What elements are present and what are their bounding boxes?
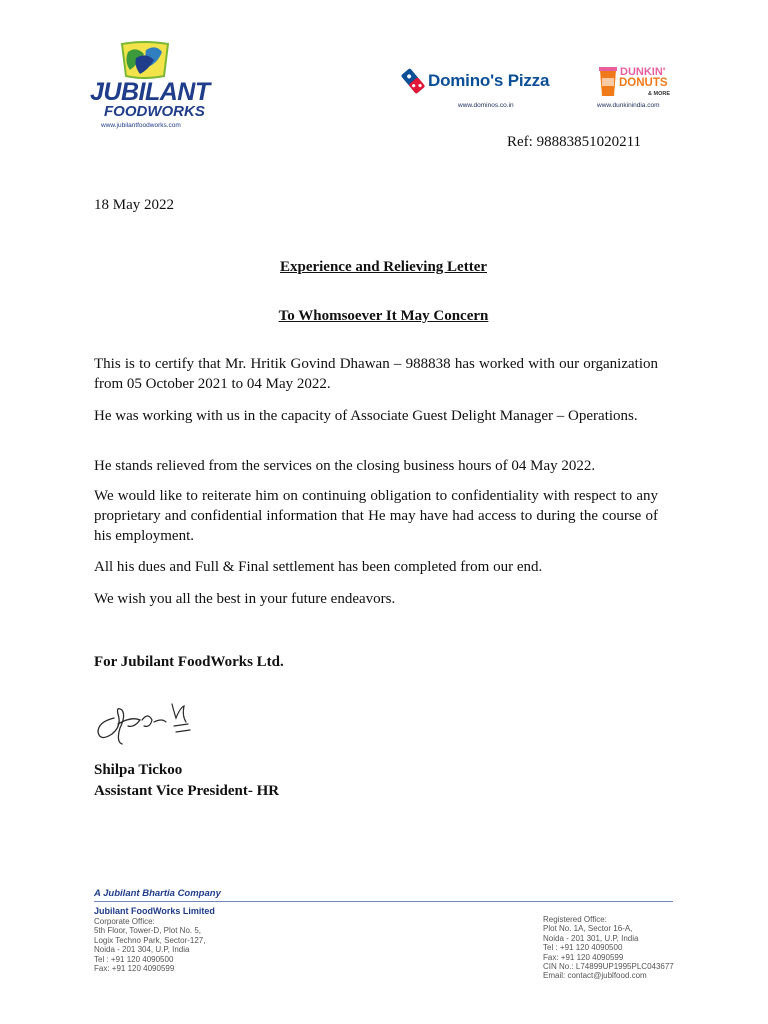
coffee-cup-icon [598, 66, 618, 98]
corporate-line: Corporate Office: [94, 917, 155, 926]
footer-divider [94, 901, 673, 902]
dominos-url: www.dominos.co.in [458, 102, 514, 109]
corporate-line: 5th Floor, Tower-D, Plot No. 5, [94, 926, 202, 936]
dunkin-logo [594, 64, 684, 114]
registered-line: CIN No.: L74899UP1995PLC043677 [543, 962, 674, 972]
letter-salutation [94, 306, 673, 326]
reference-number: Ref: 98883851020211 [507, 134, 642, 150]
leaf-tile-icon [114, 40, 176, 80]
and-more-tagline: & MORE [648, 91, 670, 97]
jubilant-foodworks-logo [90, 40, 220, 135]
corporate-line: Logix Techno Park, Sector-127, [94, 935, 206, 945]
foodworks-wordmark: FOODWORKS [104, 103, 205, 120]
registered-office-block [543, 915, 674, 981]
letter-subject [94, 257, 673, 277]
salutation-text: To Whomsoever It May Concern [278, 308, 489, 324]
parent-group-label: A Jubilant Bhartia Company [94, 888, 221, 899]
footer-company-name: Jubilant FoodWorks Limited [94, 906, 215, 916]
registered-line: Fax: +91 120 4090599 [543, 952, 624, 962]
paragraph-wishes: We wish you all the best in your future endeavors. [94, 591, 396, 607]
paragraph-confidentiality: We would like to reiterate him on continuing obligation to confidentiality with respect to any proprietary and confidential information that He may have had access to during the course of his employment. [94, 488, 658, 544]
handwritten-signature [92, 698, 202, 748]
registered-line: Registered Office: [543, 915, 607, 924]
dominos-logo [398, 68, 584, 113]
jubilant-url: www.jubilantfoodworks.com [101, 122, 181, 129]
corporate-line: Tel : +91 120 4090500 [94, 954, 174, 964]
registered-line: Email: contact@jublfood.com [543, 971, 647, 981]
paragraph-settlement: All his dues and Full & Final settlement has been completed from our end. [94, 559, 543, 575]
dunkin-wordmark: DUNKIN' [620, 66, 666, 78]
letter-date: 18 May 2022 [94, 197, 174, 213]
corporate-office-block [94, 906, 215, 973]
subject-text: Experience and Relieving Letter [279, 259, 488, 275]
dunkin-url: www.dunkinindia.com [597, 102, 660, 109]
registered-line: Tel : +91 120 4090500 [543, 943, 623, 953]
domino-tile-icon [400, 68, 426, 94]
jubilant-wordmark: JUBILANT [90, 78, 210, 106]
paragraph-designation: He was working with us in the capacity of Associate Guest Delight Manager – Operations. [94, 408, 638, 424]
donuts-wordmark: DONUTS [619, 77, 668, 89]
paragraph-certification: This is to certify that Mr. Hritik Govind Dhawan – 988838 has worked with our organization from 05 October 2021 to 04 May 2022. [94, 356, 658, 392]
signer-title: Assistant Vice President- HR [94, 783, 280, 799]
signer-name: Shilpa Tickoo [94, 762, 183, 778]
paragraph-relieved: He stands relieved from the services on the closing business hours of 04 May 2022. [94, 458, 596, 474]
registered-line: Noida - 201 301, U.P, India [543, 933, 639, 943]
dominos-wordmark: Domino's Pizza [428, 71, 550, 90]
corporate-line: Fax: +91 120 4090599 [94, 964, 175, 974]
sign-off-company: For Jubilant FoodWorks Ltd. [94, 654, 284, 670]
registered-line: Plot No. 1A, Sector 16-A, [543, 924, 633, 934]
corporate-line: Noida - 201 304, U.P, India [94, 945, 190, 955]
